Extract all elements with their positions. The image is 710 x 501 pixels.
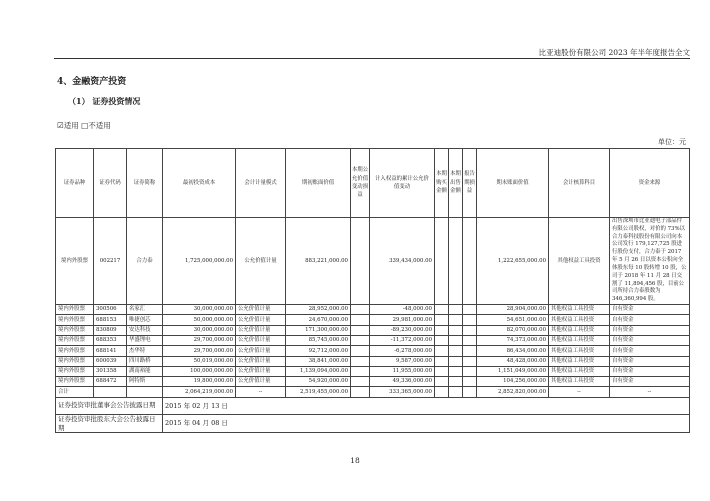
- cell-opening-value: 54,920,000.00: [286, 377, 351, 387]
- cell-fv-change: [351, 346, 370, 356]
- cell-name: 杰华特: [127, 346, 163, 356]
- section-title: 4、金融资产投资: [57, 77, 127, 87]
- cell-buy: [435, 377, 449, 387]
- cell-initial-cost: 30,000,000.00: [163, 325, 236, 335]
- cell-cum-fv: 29,981,000.00: [370, 315, 435, 325]
- cell-closing-value: 54,651,000.00: [477, 315, 549, 325]
- cell-buy: [435, 305, 449, 315]
- cell-name: 湖南裕能: [127, 366, 163, 376]
- cell-report-pl: [463, 325, 477, 335]
- cell-account: 其他权益工具投资: [549, 377, 610, 387]
- cell-sell: [449, 315, 463, 325]
- cell-buy: [435, 218, 449, 305]
- col-header-account: 会计核算科目: [549, 149, 610, 218]
- cell-sell: [449, 366, 463, 376]
- table-header-row: [56, 149, 690, 218]
- cell-buy: [435, 356, 449, 366]
- table-row: [56, 305, 690, 315]
- cell-initial-cost: 50,000,000.00: [163, 315, 236, 325]
- cell-report-pl: [463, 315, 477, 325]
- total-opening-value: 2,519,455,000.00: [286, 387, 351, 397]
- cell-name: 阿特斯: [127, 377, 163, 387]
- cell-initial-cost: 19,800,000.00: [163, 377, 236, 387]
- cell-name: 安达科技: [127, 325, 163, 335]
- cell-opening-value: 85,745,000.00: [286, 336, 351, 346]
- cell-buy: [435, 325, 449, 335]
- total-initial-cost: 2,064,219,000.00: [163, 387, 236, 397]
- cell-cum-fv: 339,434,000.00: [370, 218, 435, 305]
- cell-cum-fv: 49,336,000.00: [370, 377, 435, 387]
- cell-initial-cost: 29,700,000.00: [163, 336, 236, 346]
- col-header-source: 资金来源: [610, 149, 690, 218]
- cell-cum-fv: -11,372,000.00: [370, 336, 435, 346]
- cell-source: 自有资金: [610, 366, 690, 376]
- cell-fv-change: [351, 305, 370, 315]
- cell-opening-value: 38,841,000.00: [286, 356, 351, 366]
- cell-measure-mode: 公允价值计量: [236, 346, 286, 356]
- cell-sell: [449, 346, 463, 356]
- cell-source: 自有资金: [610, 346, 690, 356]
- report-header-title: 比亚迪股份有限公司 2023 年半年度报告全文: [538, 48, 690, 57]
- cell-sell: [449, 336, 463, 346]
- cell-opening-value: 1,139,094,000.00: [286, 366, 351, 376]
- cell-measure-mode: 公允价值计量: [236, 356, 286, 366]
- cell-fv-change: [351, 336, 370, 346]
- cell-fv-change: [351, 325, 370, 335]
- table-row: [56, 336, 690, 346]
- col-header-report-pl: 报告期损益: [463, 149, 477, 218]
- cell-sell: [449, 356, 463, 366]
- cell-source: 自有资金: [610, 356, 690, 366]
- cell-measure-mode: 公允价值计量: [236, 315, 286, 325]
- cell-report-pl: [463, 346, 477, 356]
- cell-buy: [435, 346, 449, 356]
- page-number: 18: [350, 456, 360, 465]
- cell-buy: [435, 366, 449, 376]
- cell-account: 其他权益工具投资: [549, 325, 610, 335]
- cell-opening-value: 28,952,000.00: [286, 305, 351, 315]
- cell-closing-value: 1,151,049,000.00: [477, 366, 549, 376]
- securities-investment-table: [55, 148, 690, 433]
- cell-report-pl: [463, 218, 477, 305]
- shareholder-approval-row: [56, 414, 690, 433]
- cell-name: 合力泰: [127, 218, 163, 305]
- table-row: [56, 356, 690, 366]
- cell-code: 688472: [94, 377, 127, 387]
- cell-kind: 境内外股票: [56, 336, 94, 346]
- cell-name: 华盛锂电: [127, 336, 163, 346]
- cell-closing-value: 74,373,000.00: [477, 336, 549, 346]
- board-approval-label: 证券投资审批董事会公告披露日期: [56, 397, 163, 414]
- cell-initial-cost: 30,000,000.00: [163, 305, 236, 315]
- cell-kind: 境内外股票: [56, 315, 94, 325]
- table-row: [56, 325, 690, 335]
- table-row: [56, 315, 690, 325]
- cell-fv-change: [351, 315, 370, 325]
- cell-account: 其他权益工具投资: [549, 346, 610, 356]
- cell-code: 300506: [94, 305, 127, 315]
- cell-sell: [449, 305, 463, 315]
- cell-measure-mode: 公允价值计量: [236, 305, 286, 315]
- cell-initial-cost: 100,000,000.00: [163, 366, 236, 376]
- cell-name: 名家汇: [127, 305, 163, 315]
- cell-sell: [449, 377, 463, 387]
- cell-code: 688153: [94, 315, 127, 325]
- cell-fv-change: [351, 356, 370, 366]
- col-header-initial-cost: 最初投资成本: [163, 149, 236, 218]
- total-cum-fv: 333,365,000.00: [370, 387, 435, 397]
- cell-closing-value: 1,222,655,000.00: [477, 218, 549, 305]
- cell-opening-value: 24,670,000.00: [286, 315, 351, 325]
- cell-account: 其他权益工具投资: [549, 305, 610, 315]
- cell-cum-fv: 11,955,000.00: [370, 366, 435, 376]
- cell-kind: 境内外股票: [56, 346, 94, 356]
- cell-initial-cost: 1,725,000,000.00: [163, 218, 236, 305]
- cell-code: 688353: [94, 336, 127, 346]
- cell-buy: [435, 315, 449, 325]
- table-row: [56, 346, 690, 356]
- table-total-row: [56, 387, 690, 397]
- col-header-kind: 证券品种: [56, 149, 94, 218]
- header-divider: [54, 58, 690, 59]
- col-header-cum-fv: 计入权益的累计公允价值变动: [370, 149, 435, 218]
- cell-cum-fv: -48,000.00: [370, 305, 435, 315]
- cell-code: 688141: [94, 346, 127, 356]
- cell-report-pl: [463, 356, 477, 366]
- board-approval-date: 2015 年 02 月 13 日: [163, 397, 690, 414]
- col-header-closing-value: 期末账面价值: [477, 149, 549, 218]
- cell-cum-fv: -6,278,000.00: [370, 346, 435, 356]
- cell-account: 其他权益工具投资: [549, 366, 610, 376]
- col-header-code: 证券代码: [94, 149, 127, 218]
- cell-cum-fv: 9,587,000.00: [370, 356, 435, 366]
- col-header-buy: 本期购买金额: [435, 149, 449, 218]
- subsection-title: （1） 证券投资情况: [68, 96, 141, 106]
- cell-source: 出售深圳市比亚迪电子部品件有限公司股权，对价的 73%以合力泰科技股份有限公司向本公司发行 179,127,725 股进行股份支付，合力泰于 2017 年 5 月 26 日以资本公积向全体股东每 10 股转增 10 股，公司于 2018 年 11 月 28 日交割了 11,894,456 股，目前公司所持合力泰股数为 346,360,994 股。: [610, 218, 690, 305]
- col-header-name: 证券简称: [127, 149, 163, 218]
- cell-closing-value: 48,428,000.00: [477, 356, 549, 366]
- cell-report-pl: [463, 305, 477, 315]
- cell-report-pl: [463, 366, 477, 376]
- cell-kind: 境内外股票: [56, 305, 94, 315]
- total-measure-mode: --: [236, 387, 286, 397]
- cell-sell: [449, 218, 463, 305]
- cell-closing-value: 28,904,000.00: [477, 305, 549, 315]
- cell-report-pl: [463, 377, 477, 387]
- cell-closing-value: 104,256,000.00: [477, 377, 549, 387]
- cell-fv-change: [351, 377, 370, 387]
- cell-name: 唯捷创芯: [127, 315, 163, 325]
- cell-initial-cost: 29,700,000.00: [163, 346, 236, 356]
- total-label: 合计: [56, 387, 94, 397]
- cell-code: 600039: [94, 356, 127, 366]
- cell-fv-change: [351, 366, 370, 376]
- total-source: --: [610, 387, 690, 397]
- cell-sell: [449, 325, 463, 335]
- cell-kind: 境内外股票: [56, 325, 94, 335]
- cell-code: 830809: [94, 325, 127, 335]
- cell-measure-mode: 公允价值计量: [236, 336, 286, 346]
- cell-closing-value: 86,434,000.00: [477, 346, 549, 356]
- cell-code: 301358: [94, 366, 127, 376]
- cell-code: 002217: [94, 218, 127, 305]
- cell-measure-mode: 公允价值计量: [236, 377, 286, 387]
- board-approval-row: [56, 397, 690, 414]
- col-header-sell: 本期出售金额: [449, 149, 463, 218]
- total-account: --: [549, 387, 610, 397]
- cell-kind: 境内外股票: [56, 366, 94, 376]
- cell-kind: 境内外股票: [56, 356, 94, 366]
- cell-account: 其他权益工具投资: [549, 356, 610, 366]
- cell-initial-cost: 50,019,000.00: [163, 356, 236, 366]
- cell-account: 其他权益工具投资: [549, 218, 610, 305]
- table-row: [56, 366, 690, 376]
- table-row: [56, 218, 690, 305]
- cell-report-pl: [463, 336, 477, 346]
- cell-opening-value: 883,221,000.00: [286, 218, 351, 305]
- table-row: [56, 377, 690, 387]
- cell-source: 自有资金: [610, 336, 690, 346]
- total-closing-value: 2,852,820,000.00: [477, 387, 549, 397]
- cell-opening-value: 92,712,000.00: [286, 346, 351, 356]
- col-header-measure-mode: 会计计量模式: [236, 149, 286, 218]
- cell-account: 其他权益工具投资: [549, 315, 610, 325]
- col-header-opening-value: 期初账面价值: [286, 149, 351, 218]
- cell-opening-value: 171,300,000.00: [286, 325, 351, 335]
- cell-measure-mode: 公允价值计量: [236, 366, 286, 376]
- shareholder-approval-date: 2015 年 04 月 08 日: [163, 414, 690, 433]
- cell-source: 自有资金: [610, 325, 690, 335]
- cell-cum-fv: -89,230,000.00: [370, 325, 435, 335]
- cell-source: 自有资金: [610, 377, 690, 387]
- cell-buy: [435, 336, 449, 346]
- cell-name: 四川路桥: [127, 356, 163, 366]
- cell-source: 自有资金: [610, 315, 690, 325]
- shareholder-approval-label: 证券投资审批股东大会公告披露日期: [56, 414, 163, 433]
- cell-source: 自有资金: [610, 305, 690, 315]
- cell-measure-mode: 公允价值计量: [236, 325, 286, 335]
- cell-closing-value: 82,070,000.00: [477, 325, 549, 335]
- applicability-checkboxes: ☑适用 □不适用: [57, 121, 111, 130]
- cell-kind: 境内外股票: [56, 377, 94, 387]
- cell-fv-change: [351, 218, 370, 305]
- unit-label: 单位：元: [658, 138, 686, 146]
- cell-account: 其他权益工具投资: [549, 336, 610, 346]
- col-header-fv-change: 本期公允价值变动损益: [351, 149, 370, 218]
- cell-measure-mode: 公允价值计量: [236, 218, 286, 305]
- cell-kind: 境内外股票: [56, 218, 94, 305]
